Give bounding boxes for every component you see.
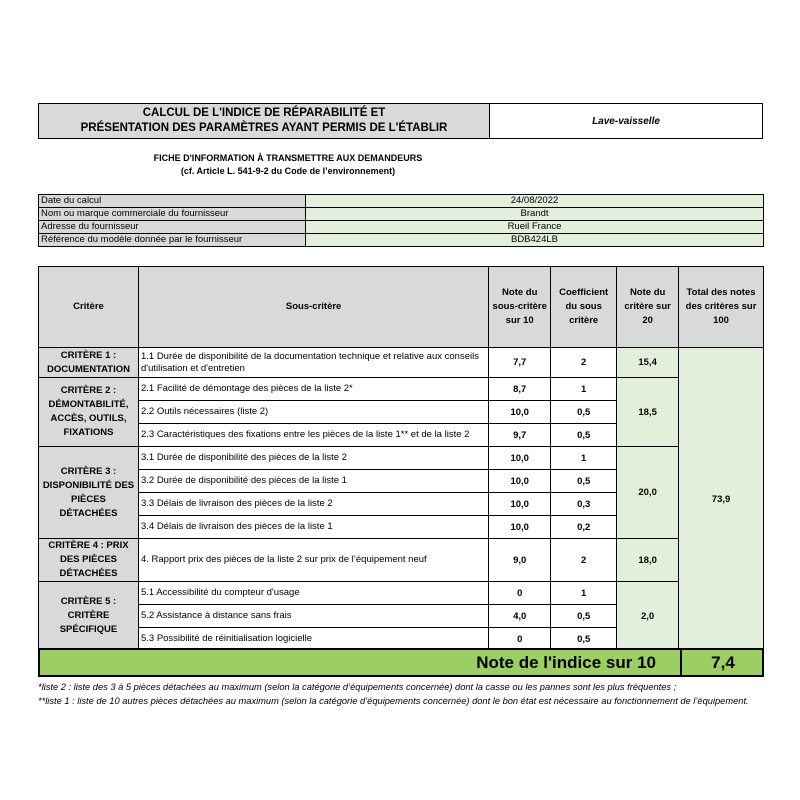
- footnote-liste-1: **liste 1 : liste de 10 autres pièces détachées au maximum (selon la catégorie d’équipements concernée) dont le bon état est nécessaire au fonctionnement de l’équipement.: [38, 696, 749, 706]
- info-value: Brandt: [306, 208, 764, 221]
- sub-criterion-label: 3.1 Durée de disponibilité des pièces de la liste 2: [138, 447, 488, 470]
- sub-criterion-note: 4,0: [489, 605, 551, 628]
- header-critere: Critère: [39, 267, 139, 348]
- sub-criterion-label: 3.2 Durée de disponibilité des pièces de la liste 1: [138, 470, 488, 493]
- sub-criterion-note: 9,7: [489, 424, 551, 447]
- header-note-critere: Note du critère sur 20: [617, 267, 679, 348]
- score-table-header: [39, 267, 764, 348]
- criterion-3-label: CRITÈRE 3 : DISPONIBILITÉ DES PIÈCES DÉTACHÉES: [39, 447, 139, 539]
- score-table: [38, 266, 764, 651]
- header-note-sous-critere: Note du sous-critère sur 10: [489, 267, 551, 348]
- sub-criterion-coef: 0,5: [551, 628, 617, 651]
- table-row: [39, 539, 764, 582]
- header-total: Total des notes des critères sur 100: [679, 267, 764, 348]
- sub-criterion-note: 7,7: [489, 348, 551, 378]
- sub-criterion-coef: 1: [551, 582, 617, 605]
- sub-criterion-label: 1.1 Durée de disponibilité de la documentation technique et relative aux conseils d'utilisation et d'entretien: [138, 348, 488, 378]
- criterion-4-label: CRITÈRE 4 : PRIX DES PIÈCES DÉTACHÉES: [39, 539, 139, 582]
- table-row: [39, 348, 764, 378]
- sub-criterion-label: 2.2 Outils nécessaires (liste 2): [138, 401, 488, 424]
- info-value: 24/08/2022: [306, 195, 764, 208]
- footnotes: [38, 680, 764, 708]
- sub-criterion-note: 10,0: [489, 493, 551, 516]
- final-score-value: 7,4: [711, 652, 735, 672]
- fiche-line-2: (cf. Article L. 541-9-2 du Code de l’environnement): [180, 166, 396, 176]
- info-row-reference: [39, 234, 764, 247]
- sub-criterion-label: 3.4 Délais de livraison des pièces de la liste 1: [138, 516, 488, 539]
- criterion-1-label: CRITÈRE 1 : DOCUMENTATION: [39, 348, 139, 378]
- footnote-liste-2: *liste 2 : liste des 3 à 5 pièces détachées au maximum (selon la catégorie d’équipements concernée) dont la casse ou les pannes sont les plus fréquentes ;: [38, 682, 677, 692]
- info-row-address: [39, 221, 764, 234]
- header-coefficient: Coefficient du sous critère: [551, 267, 617, 348]
- table-row: [39, 378, 764, 401]
- info-label: Date du calcul: [39, 195, 306, 208]
- sub-criterion-coef: 1: [551, 378, 617, 401]
- sub-criterion-label: 2.3 Caractéristiques des fixations entre les pièces de la liste 1** et de la liste 2: [138, 424, 488, 447]
- fiche-line-1: FICHE D'INFORMATION À TRANSMETTRE AUX DEMANDEURS: [153, 153, 423, 163]
- info-label: Nom ou marque commerciale du fournisseur: [39, 208, 306, 221]
- sub-criterion-label: 2.1 Facilité de démontage des pièces de la liste 2*: [138, 378, 488, 401]
- sub-criterion-label: 5.3 Possibilité de réinitialisation logicielle: [138, 628, 488, 651]
- sub-criterion-label: 4. Rapport prix des pièces de la liste 2 sur prix de l’équipement neuf: [138, 539, 488, 582]
- sub-criterion-coef: 1: [551, 447, 617, 470]
- sub-criterion-coef: 0,5: [551, 424, 617, 447]
- sub-criterion-note: 10,0: [489, 470, 551, 493]
- header-sous-critere: Sous-critère: [138, 267, 488, 348]
- sub-criterion-note: 9,0: [489, 539, 551, 582]
- table-row: [39, 582, 764, 605]
- criterion-5-score: 2,0: [617, 582, 679, 651]
- sub-criterion-coef: 0,5: [551, 605, 617, 628]
- table-row: [39, 447, 764, 470]
- document-title: [38, 103, 490, 139]
- criterion-3-score: 20,0: [617, 447, 679, 539]
- criterion-1-score: 15,4: [617, 348, 679, 378]
- info-label: Adresse du fournisseur: [39, 221, 306, 234]
- info-value: Rueil France: [306, 221, 764, 234]
- total-score: 73,9: [679, 348, 764, 651]
- final-score-label: Note de l'indice sur 10: [476, 652, 656, 672]
- sub-criterion-note: 8,7: [489, 378, 551, 401]
- supplier-info-table: [38, 194, 764, 247]
- info-row-brand: [39, 208, 764, 221]
- criterion-2-label: CRITÈRE 2 : DÉMONTABILITÉ, ACCÈS, OUTILS, FIXATIONS: [39, 378, 139, 447]
- sub-criterion-note: 0: [489, 628, 551, 651]
- title-line-1: CALCUL DE L'INDICE DE RÉPARABILITÉ ET: [142, 107, 386, 119]
- fiche-subtitle: [38, 152, 538, 178]
- sub-criterion-note: 10,0: [489, 401, 551, 424]
- sub-criterion-coef: 0,2: [551, 516, 617, 539]
- criterion-4-score: 18,0: [617, 539, 679, 582]
- sub-criterion-coef: 0,5: [551, 470, 617, 493]
- sub-criterion-coef: 2: [551, 348, 617, 378]
- sub-criterion-note: 10,0: [489, 516, 551, 539]
- title-line-2: PRÉSENTATION DES PARAMÈTRES AYANT PERMIS DE L'ÉTABLIR: [80, 122, 448, 134]
- info-value: BDB424LB: [306, 234, 764, 247]
- sub-criterion-note: 10,0: [489, 447, 551, 470]
- sub-criterion-label: 5.2 Assistance à distance sans frais: [138, 605, 488, 628]
- criterion-5-label: CRITÈRE 5 : CRITÈRE SPÉCIFIQUE: [39, 582, 139, 651]
- sub-criterion-label: 5.1 Accessibilité du compteur d'usage: [138, 582, 488, 605]
- sub-criterion-coef: 0,3: [551, 493, 617, 516]
- product-type: Lave-vaisselle: [490, 103, 763, 139]
- sub-criterion-coef: 0,5: [551, 401, 617, 424]
- sub-criterion-label: 3.3 Délais de livraison des pièces de la liste 2: [138, 493, 488, 516]
- sub-criterion-coef: 2: [551, 539, 617, 582]
- criterion-2-score: 18,5: [617, 378, 679, 447]
- info-label: Référence du modèle donnée par le fournisseur: [39, 234, 306, 247]
- sub-criterion-note: 0: [489, 582, 551, 605]
- info-row-date: [39, 195, 764, 208]
